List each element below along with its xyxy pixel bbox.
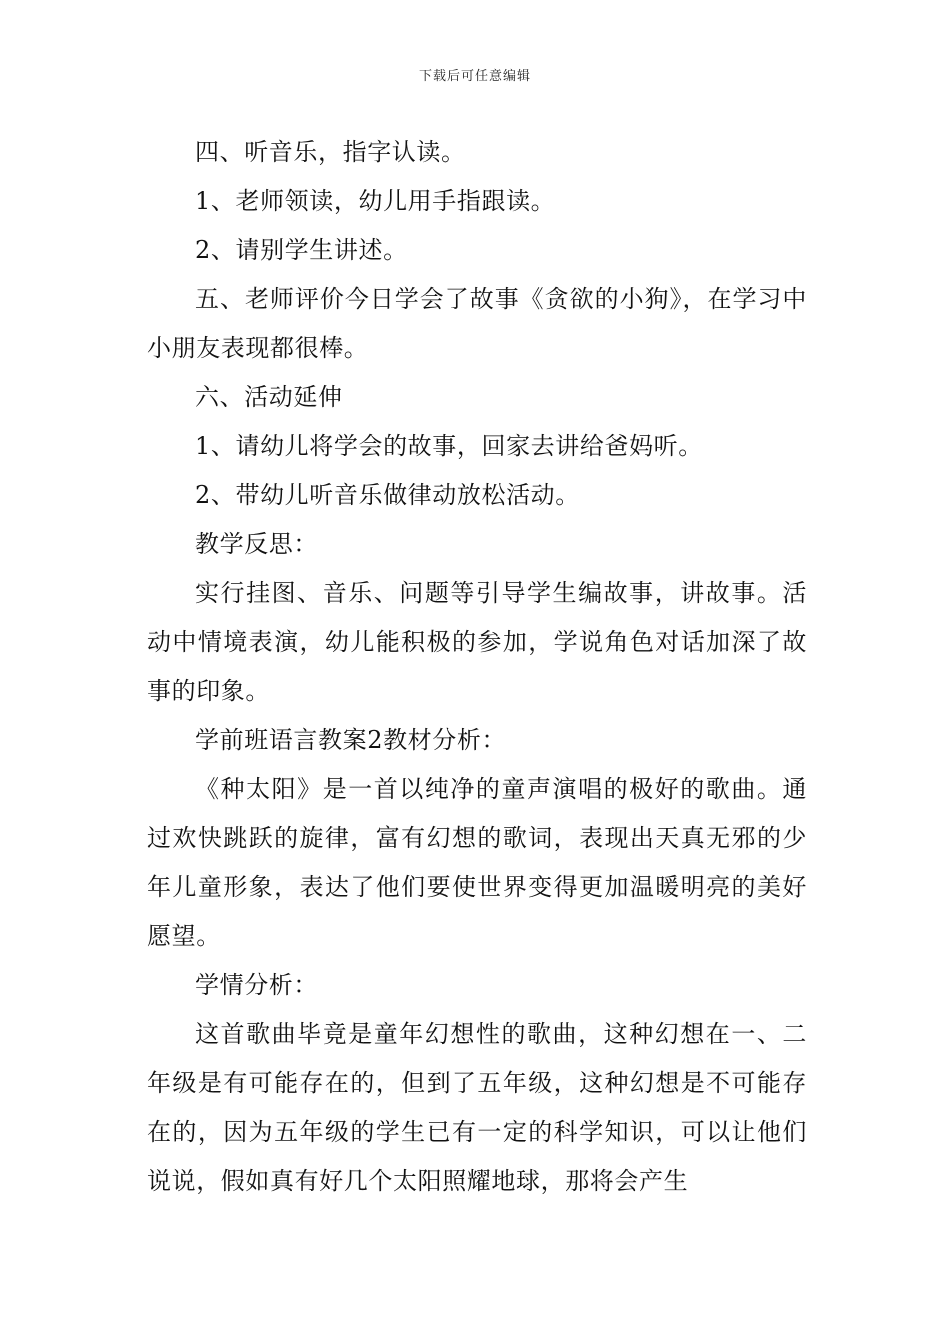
paragraph-section-six: 六、活动延伸 [195,383,343,411]
paragraph-material-analysis: 《种太阳》是一首以纯净的童声演唱的极好的歌曲。通过欢快跳跃的旋律，富有幻想的歌词，表现出天真无邪的少年儿童形象，表达了他们要使世界变得更加温暖明亮的美好愿望。 [147,775,807,950]
paragraph-step-1: 1、老师领读，幼儿用手指跟读。 [195,187,556,215]
paragraph-lesson2-heading: 学前班语言教案2教材分析： [195,726,507,754]
paragraph-reflection-heading: 教学反思： [195,530,318,558]
paragraph-section-four: 四、听音乐，指字认读。 [195,138,466,166]
paragraph-learner-heading: 学情分析： [195,971,318,999]
paragraph-learner-analysis: 这首歌曲毕竟是童年幻想性的歌曲，这种幻想在一、二年级是有可能存在的，但到了五年级，这种幻想是不可能存在的，因为五年级的学生已有一定的科学知识，可以让他们说说，假如真有好几个太阳照耀地球，那将会产生 [147,1020,807,1195]
document-body [147,128,807,1206]
page-header: 下载后可任意编辑 [418,69,531,84]
paragraph-step-2: 2、请别学生讲述。 [195,236,408,264]
paragraph-extension-2: 2、带幼儿听音乐做律动放松活动。 [195,481,580,509]
paragraph-section-five: 五、老师评价今日学会了故事《贪欲的小狗》，在学习中小朋友表现都很棒。 [147,285,807,362]
paragraph-extension-1: 1、请幼儿将学会的故事，回家去讲给爸妈听。 [195,432,703,460]
paragraph-reflection-body: 实行挂图、音乐、问题等引导学生编故事，讲故事。活动中情境表演，幼儿能积极的参加，学说角色对话加深了故事的印象。 [147,579,807,705]
